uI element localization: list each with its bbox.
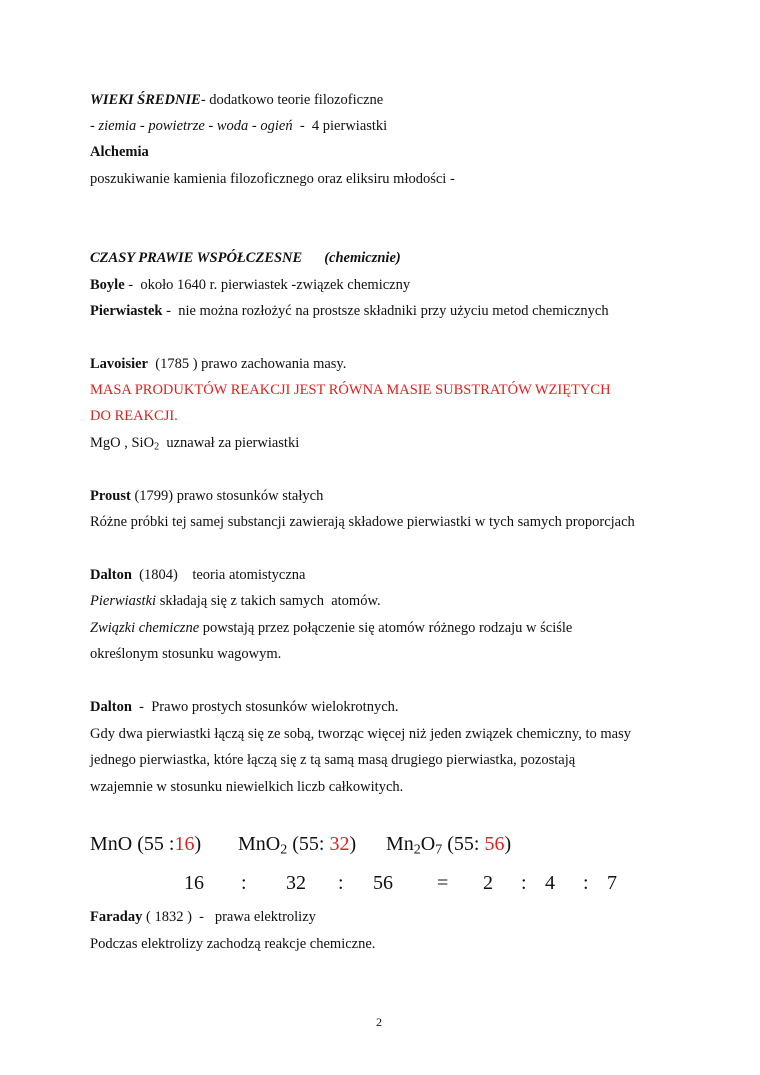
dalton-atomic-desc2	[90, 619, 572, 637]
four-elements-line	[90, 117, 387, 135]
elements-term: Pierwiastki	[90, 593, 157, 609]
oxides-rest: uznawał za pierwiastki	[159, 435, 300, 451]
mass-law-line1: MASA PRODUKTÓW REAKCJI JEST RÓWNA MASIE SUBSTRATÓW WZIĘTYCH	[90, 382, 611, 398]
ratio-value: 7	[607, 872, 617, 894]
faraday-name: Faraday	[90, 909, 143, 925]
ratio-value: 56	[373, 872, 393, 894]
dalton-atomic-line2-rest: powstają przez połączenie się atomów różnego rodzaju w ściśle	[199, 620, 573, 636]
ratio-colon: :	[521, 872, 527, 894]
formula-mno-end: )	[194, 833, 202, 855]
element-term: Pierwiastek	[90, 303, 163, 319]
faraday-description: Podczas elektrolizy zachodzą reakcje chemiczne.	[90, 936, 376, 952]
formula-mn2o7-end: )	[504, 833, 512, 855]
dalton-atomic-desc1	[90, 592, 381, 610]
boyle-text: - około 1640 r. pierwiastek -związek chemiczny	[124, 277, 411, 293]
proust-name: Proust	[90, 488, 131, 504]
dalton-atomic-name: Dalton	[90, 567, 132, 583]
formula-mno2-sub: 2	[280, 842, 288, 858]
dalton-atomic-line	[90, 566, 305, 584]
formula-mn2o7	[386, 831, 511, 857]
page-number: 2	[376, 1015, 382, 1029]
formula-mno	[90, 831, 201, 857]
formula-mno2-mid: (55:	[287, 833, 330, 855]
formula-mno2-text: MnO	[238, 833, 281, 855]
dalton-multiple-desc2: jednego pierwiastka, które łączą się z tą samą masą drugiego pierwiastka, pozostają	[90, 752, 576, 768]
dalton-atomic-desc3: określonym stosunku wagowym.	[90, 646, 282, 662]
oxides-text: MgO , SiO	[90, 435, 155, 451]
faraday-line	[90, 908, 316, 926]
medieval-heading: WIEKI ŚREDNIE	[90, 92, 201, 108]
ratio-colon: :	[241, 872, 247, 894]
oxides-line	[90, 434, 299, 452]
proust-line	[90, 487, 323, 505]
formula-mn2o7-mid: (55:	[442, 833, 485, 855]
dalton-multiple-text: - Prawo prostych stosunków wielokrotnych.	[131, 699, 399, 715]
ratio-value: 2	[483, 872, 493, 894]
ratio-colon: :	[583, 872, 589, 894]
medieval-heading-line	[90, 91, 383, 109]
formula-mn2o7-ratio: 56	[484, 833, 505, 855]
lavoisier-line	[90, 355, 346, 373]
element-definition-line	[90, 302, 609, 320]
dalton-multiple-desc3: wzajemnie w stosunku niewielkich liczb całkowitych.	[90, 779, 404, 795]
modern-heading-sub: (chemicznie)	[324, 250, 401, 266]
four-elements-list: - ziemia - powietrze - woda - ogień	[90, 118, 293, 134]
formula-mno-text: MnO (55 :	[90, 833, 175, 855]
formula-mn2o7-mn: Mn	[386, 833, 414, 855]
formula-mno-ratio: 16	[174, 833, 195, 855]
ratio-equals: =	[437, 872, 449, 894]
four-elements-rest: - 4 pierwiastki	[292, 118, 388, 134]
dalton-multiple-name: Dalton	[90, 699, 132, 715]
alchemy-text: poszukiwanie kamienia filozoficznego oraz eliksiru młodości -	[90, 171, 455, 187]
faraday-text: ( 1832 ) - prawa elektrolizy	[142, 909, 316, 925]
formula-mn2o7-sub2: 7	[435, 842, 443, 858]
mass-law-line2: DO REAKCJI.	[90, 408, 178, 424]
medieval-heading-rest: - dodatkowo teorie filozoficzne	[200, 92, 384, 108]
formula-mno2	[238, 831, 356, 857]
dalton-atomic-text: (1804) teoria atomistyczna	[131, 567, 306, 583]
formula-mn2o7-sub1: 2	[413, 842, 421, 858]
ratio-colon: :	[338, 872, 344, 894]
dalton-atomic-line1-rest: składają się z takich samych atomów.	[156, 593, 381, 609]
boyle-name: Boyle	[90, 277, 125, 293]
dalton-multiple-desc1: Gdy dwa pierwiastki łączą się ze sobą, tworząc więcej niż jeden związek chemiczny, to masy	[90, 726, 631, 742]
dalton-multiple-line	[90, 698, 399, 716]
boyle-line	[90, 276, 410, 294]
modern-heading: CZASY PRAWIE WSPÓŁCZESNE	[90, 250, 303, 266]
ratio-value: 32	[286, 872, 306, 894]
lavoisier-name: Lavoisier	[90, 356, 148, 372]
ratio-value: 16	[184, 872, 204, 894]
compounds-term: Związki chemiczne	[90, 620, 200, 636]
element-definition: - nie można rozłożyć na prostsze składniki przy użyciu metod chemicznych	[162, 303, 609, 319]
formula-mno2-ratio: 32	[329, 833, 350, 855]
modern-heading-line	[90, 249, 401, 267]
lavoisier-text: (1785 ) prawo zachowania masy.	[148, 356, 347, 372]
formula-mn2o7-o: O	[420, 833, 436, 855]
formula-mno2-end: )	[349, 833, 357, 855]
proust-description: Różne próbki tej samej substancji zawierają składowe pierwiastki w tych samych proporcjach	[90, 514, 635, 530]
proust-text: (1799) prawo stosunków stałych	[130, 488, 324, 504]
ratio-value: 4	[545, 872, 555, 894]
oxides-subscript: 2	[154, 441, 160, 453]
alchemy-heading: Alchemia	[90, 144, 149, 160]
